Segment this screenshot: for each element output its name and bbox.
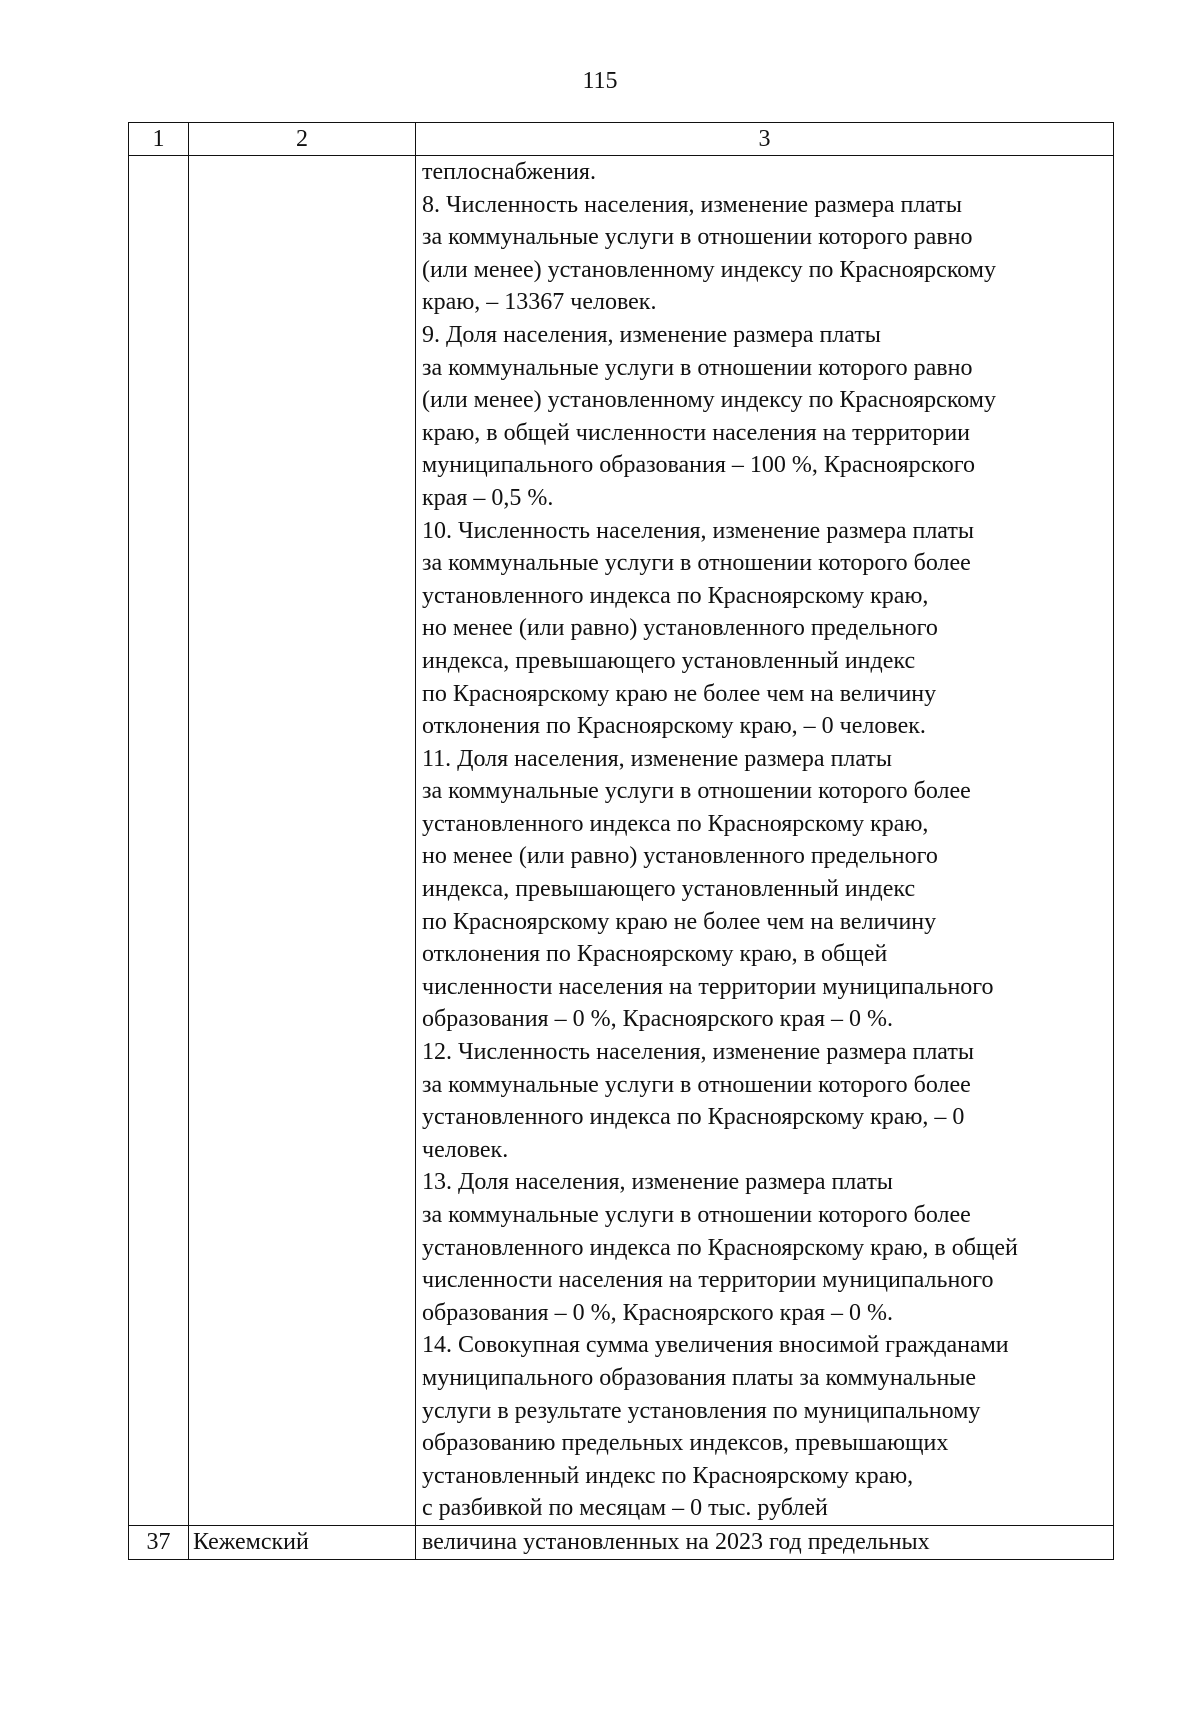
text-line: за коммунальные услуги в отношении которого более xyxy=(422,550,971,577)
cell-number: 37 xyxy=(129,1525,189,1559)
cell-description xyxy=(416,156,1114,1526)
text-line: численности населения на территории муниципального xyxy=(422,973,994,1000)
text-line: образования – 0 %, Красноярского края – 0 %. xyxy=(422,1006,894,1033)
text-line: за коммунальные услуги в отношении которого равно xyxy=(422,224,973,251)
table-row-continuation xyxy=(129,156,1114,1526)
text-line: краю, – 13367 человек. xyxy=(422,289,657,316)
text-line: образованию предельных индексов, превышающих xyxy=(422,1430,949,1457)
text-line: численности населения на территории муниципального xyxy=(422,1267,994,1294)
cell-municipality: Кежемский xyxy=(189,1525,416,1559)
text-line: за коммунальные услуги в отношении которого более xyxy=(422,778,971,805)
table-row xyxy=(129,1525,1114,1559)
text-line: 11. Доля населения, изменение размера платы xyxy=(422,745,893,772)
text-line: установленного индекса по Красноярскому краю, xyxy=(422,582,929,609)
text-line: по Красноярскому краю не более чем на величину xyxy=(422,680,937,707)
text-line: индекса, превышающего установленный индекс xyxy=(422,647,916,674)
text-line: муниципального образования – 100 %, Красноярского xyxy=(422,452,975,479)
header-col-3: 3 xyxy=(416,123,1114,156)
text-line: муниципального образования платы за коммунальные xyxy=(422,1364,977,1391)
text-line: 10. Численность населения, изменение размера платы xyxy=(422,517,974,544)
text-line: за коммунальные услуги в отношении которого равно xyxy=(422,354,973,381)
text-line: края – 0,5 %. xyxy=(422,484,554,511)
document-table xyxy=(128,122,1114,1560)
text-line: за коммунальные услуги в отношении которого более xyxy=(422,1202,971,1228)
text-line: 12. Численность населения, изменение размера платы xyxy=(422,1039,974,1066)
text-line: 14. Совокупная сумма увеличения вносимой гражданами xyxy=(422,1332,1009,1359)
text-line: установленного индекса по Красноярскому краю, в общей xyxy=(422,1234,1018,1261)
text-line: 13. Доля населения, изменение размера платы xyxy=(422,1169,893,1196)
text-line: но менее (или равно) установленного предельного xyxy=(422,615,938,642)
text-line: краю, в общей численности населения на территории xyxy=(422,419,971,446)
text-line: установленного индекса по Красноярскому краю, – 0 xyxy=(422,1104,965,1131)
text-line: установленного индекса по Красноярскому краю, xyxy=(422,810,929,837)
cell-municipality xyxy=(189,156,416,1526)
text-line: теплоснабжения. xyxy=(422,159,596,185)
text-line: человек. xyxy=(422,1136,509,1163)
text-line: индекса, превышающего установленный индекс xyxy=(422,876,916,903)
text-line: 9. Доля населения, изменение размера платы xyxy=(422,321,881,348)
cell-number xyxy=(129,156,189,1526)
text-line: отклонения по Красноярскому краю, в общей xyxy=(422,941,888,968)
page-number: 115 xyxy=(582,68,618,94)
text-line: услуги в результате установления по муниципальному xyxy=(422,1397,981,1424)
header-col-2: 2 xyxy=(189,123,416,156)
cell-description: величина установленных на 2023 год предельных xyxy=(416,1525,1114,1559)
text-line: по Красноярскому краю не более чем на величину xyxy=(422,908,937,935)
header-col-1: 1 xyxy=(129,123,189,156)
text-line: за коммунальные услуги в отношении которого более xyxy=(422,1071,971,1098)
text-line: образования – 0 %, Красноярского края – 0 %. xyxy=(422,1299,894,1326)
text-line: 8. Численность населения, изменение размера платы xyxy=(422,191,962,218)
table-header-row xyxy=(129,123,1114,156)
text-line: отклонения по Красноярскому краю, – 0 человек. xyxy=(422,713,926,740)
text-line: установленный индекс по Красноярскому краю, xyxy=(422,1462,914,1489)
text-line: (или менее) установленному индексу по Красноярскому xyxy=(422,256,996,283)
text-line: (или менее) установленному индексу по Красноярскому xyxy=(422,387,996,414)
text-line: с разбивкой по месяцам – 0 тыс. рублей xyxy=(422,1495,828,1522)
text-line: но менее (или равно) установленного предельного xyxy=(422,843,938,870)
